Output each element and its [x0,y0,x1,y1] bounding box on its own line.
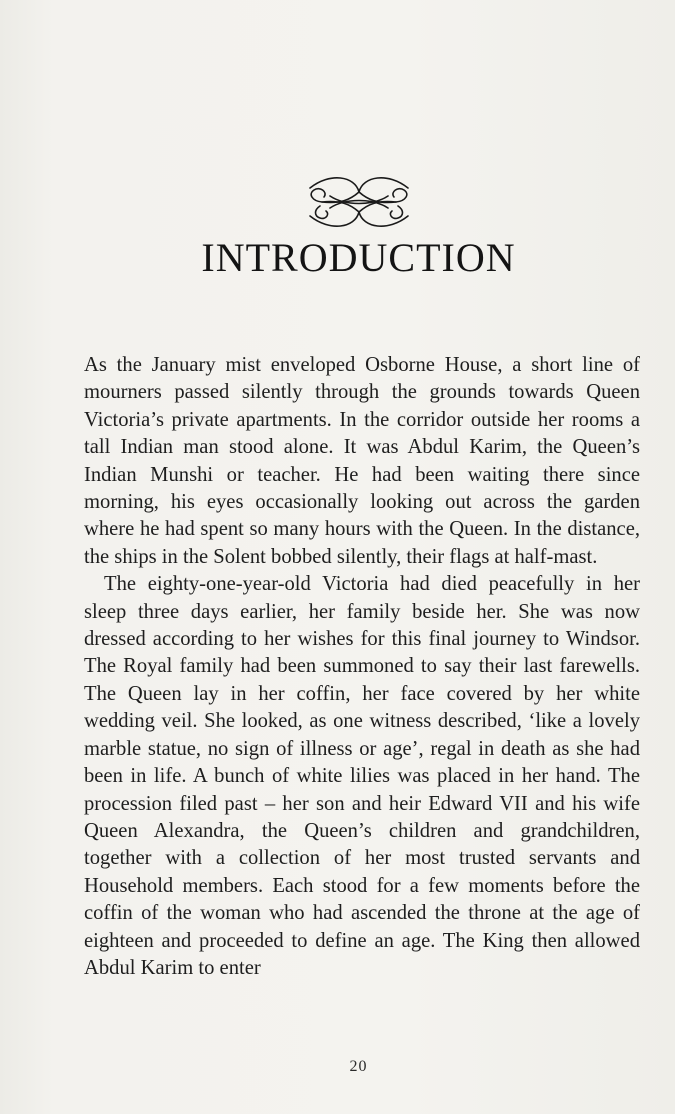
page-number: 20 [349,1058,368,1075]
body-text [84,352,640,982]
scroll-flourish-icon [300,170,418,234]
paragraph-1: As the January mist enveloped Osborne House, a short line of mourners passed silently through the grounds towards Queen Victoria’s private apartments. In the corridor outside her rooms a tall Indian man stood alone. It was Abdul Karim, the Queen’s Indian Munshi or teacher. He had been waiting there since morning, his eyes occasionally looking out across the garden where he had spent so many hours with the Queen. In the distance, the ships in the Solent bobbed silently, their flags at half-mast. [84,354,640,568]
paragraph-2: The eighty-one-year-old Victoria had died peacefully in her sleep three days earlier, her family beside her. She was now dressed according to her wishes for this final journey to Windsor. The Royal family had been summoned to say their last farewells. The Queen lay in her coffin, her face covered by her white wedding veil. She looked, as one witness described, ‘like a lovely marble statue, no sign of illness or age’, regal in death as she had been in life. A bunch of white lilies was placed in her hand. The procession filed past – her son and heir Edward VII and his wife Queen Alexandra, the Queen’s children and grandchildren, together with a collection of her most trusted servants and Household members. Each stood for a few moments before the coffin of the woman who had ascended the throne at the age of eighteen and proceeded to define an age. The King then allowed Abdul Karim to enter [84,573,640,979]
chapter-title: INTRODUCTION [201,235,516,280]
